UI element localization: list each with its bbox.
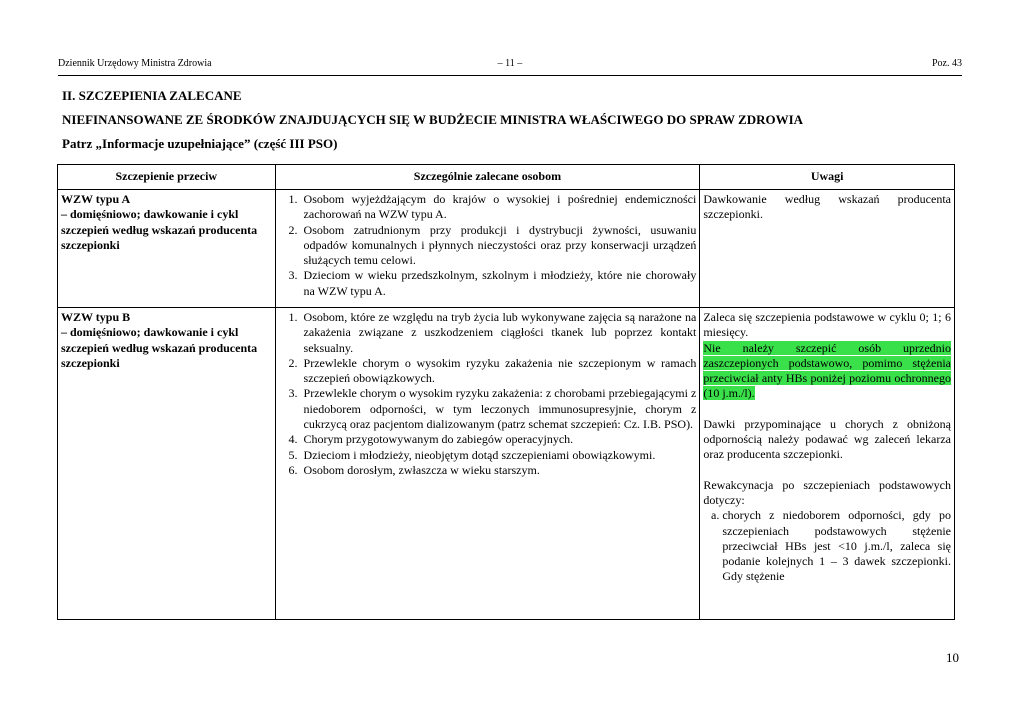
journal-title: Dziennik Urzędowy Ministra Zdrowia: [58, 58, 212, 69]
page-marker: – 11 –: [497, 58, 523, 69]
remarks-text: Zaleca się szczepienia podstawowe w cyklu 0; 1; 6 miesięcy.: [703, 310, 951, 340]
list-item: 6. Osobom dorosłym, zwłaszcza w wieku starszym.: [301, 463, 697, 478]
spacer: [703, 463, 951, 478]
page-number: 10: [946, 650, 959, 665]
vaccine-cell: [58, 190, 276, 308]
list-item: 5. Dzieciom i młodzieży, nieobjętym dotąd szczepieniami obowiązkowymi.: [301, 448, 697, 463]
position-number: Poz. 43: [932, 58, 962, 69]
remarks-text: Dawki przypominające u chorych z obniżoną odpornością należy podawać wg zaleceń lekarza oraz producenta szczepionki.: [703, 416, 951, 462]
list-item: 3. Przewlekle chorym o wysokim ryzyku zakażenia: z chorobami przebiegającymi z niedoborem odporności, w tym leczonych immunosupresyjnie, chorym z cukrzycą oraz pacjentom dializowanym (patrz schemat szczepień: Cz. I.B. PSO).: [301, 386, 697, 432]
remarks-cell: [700, 308, 955, 620]
section-note: Patrz „Informacje uzupełniające” (część III PSO): [62, 136, 338, 151]
list-item: a. chorych z niedoborem odporności, gdy po szczepieniach podstawowych stężenie przeciwciał HBs jest <10 j.m./l, zaleca się podanie kolejnych 1 – 3 dawek szczepionki. Gdy stężenie: [722, 508, 951, 584]
list-item: 1. Osobom, które ze względu na tryb życia lub wykonywane zajęcia są narażone na zakażenia związane z uszkodzeniem ciągłości tkanek lub poprzez kontakt seksualny.: [301, 310, 697, 356]
table-row: [58, 190, 955, 308]
running-header: [58, 58, 962, 74]
vaccine-name: WZW typu A: [61, 192, 131, 206]
column-header: Uwagi: [700, 165, 955, 190]
remarks-text: Dawkowanie według wskazań producenta szczepionki.: [703, 192, 951, 222]
table-header-row: [58, 165, 955, 190]
remarks-highlight-paragraph: [703, 341, 951, 402]
list-item: 2. Przewlekle chorym o wysokim ryzyku zakażenia nie szczepionym w ramach szczepień obowiązkowych.: [301, 356, 697, 387]
column-header: Szczególnie zalecane osobom: [275, 165, 700, 190]
vaccine-description: – domięśniowo; dawkowanie i cykl szczepień według wskazań producenta szczepionki: [61, 207, 258, 252]
header-rule: [58, 75, 962, 76]
recommended-cell: [275, 190, 700, 308]
section-title: II. SZCZEPIENIA ZALECANE: [62, 88, 242, 103]
vaccine-cell: [58, 308, 276, 620]
column-header: Szczepienie przeciw: [58, 165, 276, 190]
list-item: 3. Dzieciom w wieku przedszkolnym, szkolnym i młodzieży, które nie chorowały na WZW typu A.: [301, 268, 697, 299]
vaccination-table: [57, 164, 955, 620]
spacer: [703, 402, 951, 417]
remarks-text: Rewakcynacja po szczepieniach podstawowych dotyczy:: [703, 477, 951, 507]
list-item: 4. Chorym przygotowywanym do zabiegów operacyjnych.: [301, 432, 697, 447]
table-row: [58, 308, 955, 620]
recommended-list: [279, 192, 697, 299]
revaccination-list: [703, 508, 951, 584]
section-subtitle: NIEFINANSOWANE ZE ŚRODKÓW ZNAJDUJĄCYCH SIĘ W BUDŻECIE MINISTRA WŁAŚCIWEGO DO SPRAW ZDROWIA: [62, 112, 804, 127]
highlighted-remark: Nie należy szczepić osób uprzednio zaszczepionych podstawowo, pomimo stężenia przeciwciał anty HBs poniżej poziomu ochronnego (10 j.m./l).: [703, 340, 951, 401]
vaccine-name: WZW typu B: [61, 310, 131, 324]
remarks-cell: [700, 190, 955, 308]
recommended-list: [279, 310, 697, 478]
list-item: 2. Osobom zatrudnionym przy produkcji i dystrybucji żywności, usuwaniu odpadów komunalnych i płynnych nieczystości oraz przy konserwacji urządzeń służących temu celowi.: [301, 223, 697, 269]
vaccine-description: – domięśniowo; dawkowanie i cykl szczepień według wskazań producenta szczepionki: [61, 325, 258, 370]
recommended-cell: [275, 308, 700, 620]
list-item: 1. Osobom wyjeżdżającym do krajów o wysokiej i pośredniej endemiczności zachorowań na WZW typu A.: [301, 192, 697, 223]
